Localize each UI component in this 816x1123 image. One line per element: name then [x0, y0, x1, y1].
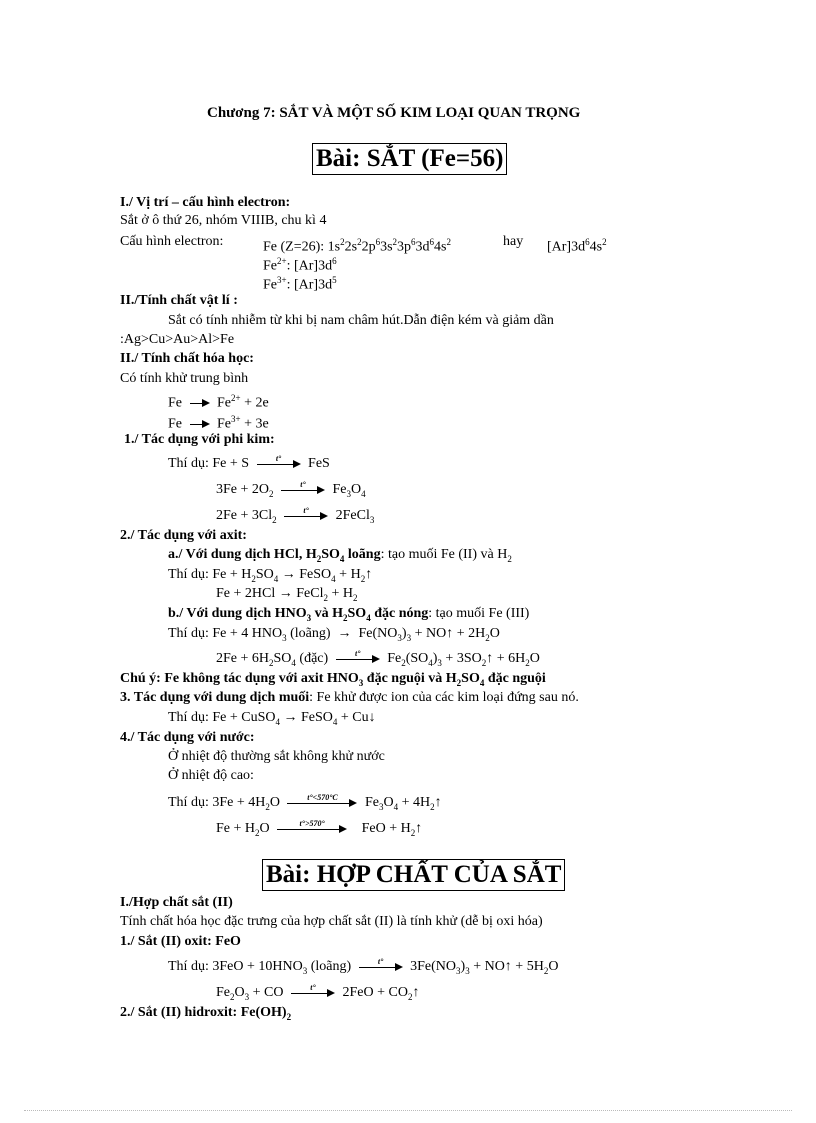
- arrow-icon: [190, 419, 210, 429]
- fe2-text: Tính chất hóa học đặc trưng của hợp chất sắt (II) là tính khử (dễ bị oxi hóa): [120, 914, 543, 929]
- eq-fe-s: Thí dụ: Fe + S t° FeS: [168, 453, 330, 471]
- acid-note: Chú ý: Fe không tác dụng với axit $HNO_3$ đặc nguội và $H_2SO_4$ đặc nguội: [120, 671, 546, 688]
- eq-fe-h2o-low: Thí dụ: $3Fe + 4H_2O$ t°<570°C $Fe_3O_4$ + $4H_2↑$: [168, 792, 442, 812]
- acid-a: a./ Với dung dịch HCl, $H_2SO_4$ loãng: tạo muối Fe (II) và $H_2$: [168, 547, 512, 564]
- config-hay: hay: [503, 234, 524, 249]
- physical-text-1: Sắt có tính nhiễm từ khi bị nam châm hút.Dẫn điện kém và giảm dần: [168, 313, 554, 328]
- lesson-title-iron: Bài: SẮT (Fe=56): [312, 143, 507, 175]
- acid-b: b./ Với dung dịch $HNO_3$ và $H_2SO_4$ đặc nóng: tạo muối Fe (III): [168, 606, 530, 623]
- eq-fe-o2: $3Fe + 2O_2$ t° $Fe_3O_4$: [216, 479, 366, 499]
- eq-feo-hno3: Thí dụ: $3FeO + 10HNO_3$ (loãng) t° $3Fe(NO_3)_3$ + NO↑ + $5H_2O$: [168, 956, 559, 976]
- arrow-icon: [190, 398, 210, 408]
- eq-fe-fe2: Fe $Fe^{2+} + 2e$: [168, 393, 269, 411]
- water-text-1: Ở nhiệt độ thường sắt không khử nước: [168, 749, 385, 764]
- eq-fe-cuso4: Thí dụ: Fe + CuSO$_4$ → FeSO$_4$ + Cu↓: [168, 710, 376, 727]
- eq-fe-hcl: Fe + 2HCl → FeCl$_2$ + $H_2$: [216, 586, 358, 603]
- subheading-nonmetal: 1./ Tác dụng với phi kim:: [124, 432, 275, 447]
- section-heading-physical: II./Tính chất vật lí :: [120, 293, 238, 308]
- page-bottom-rule: [24, 1110, 792, 1111]
- subheading-feo: 1./ Sắt (II) oxit: FeO: [120, 934, 241, 949]
- chemical-intro: Có tính khử trung bình: [120, 371, 249, 386]
- position-text: Sắt ở ô thứ 26, nhóm VIIIB, chu kì 4: [120, 213, 327, 228]
- subheading-water: 4./ Tác dụng với nước:: [120, 730, 255, 745]
- section-heading-chemical: II./ Tính chất hóa học:: [120, 351, 254, 366]
- water-text-2: Ở nhiệt độ cao:: [168, 768, 254, 783]
- eq-fe2o3-co: $Fe_2O_3$ + CO t° $2FeO + CO_2↑$: [216, 982, 420, 1002]
- arrow-icon: t°: [281, 485, 325, 495]
- arrow-icon: t°: [336, 654, 380, 664]
- arrow-icon: t°>570°: [277, 824, 347, 834]
- subheading-acid: 2./ Tác dụng với axit:: [120, 528, 247, 543]
- eq-fe-h2so4: Thí dụ: $Fe + H_2SO_4$ → FeSO$_4$ + $H_2↑$: [168, 567, 373, 584]
- eq-fe-cl2: $2Fe + 3Cl_2$ t° 2FeCl$_3$: [216, 505, 375, 525]
- section-heading-position: I./ Vị trí – cấu hình electron:: [120, 195, 291, 210]
- lesson-title-compounds: Bài: HỢP CHẤT CỦA SẮT: [262, 859, 565, 891]
- arrow-icon: t°: [257, 459, 301, 469]
- arrow-icon: t°<570°C: [287, 798, 357, 808]
- arrow-icon: t°: [284, 511, 328, 521]
- subheading-feoh2: 2./ Sắt (II) hidroxit: $Fe(OH)_2$: [120, 1005, 292, 1022]
- arrow-icon: t°: [291, 988, 335, 998]
- chapter-title: Chương 7: SẮT VÀ MỘT SỐ KIM LOẠI QUAN TRỌNG: [207, 105, 581, 121]
- eq-fe-fe3: Fe $Fe^{3+} + 3e$: [168, 414, 269, 432]
- config-short: $[Ar]3d^64s^2$: [547, 237, 607, 255]
- config-fe: Fe (Z=26): $1s^22s^22p^63s^23p^63d^64s^2$: [263, 237, 451, 255]
- config-label: Cấu hình electron:: [120, 234, 224, 249]
- eq-fe-h2o-high: $Fe + H_2O$ t°>570° FeO + $H_2↑$: [216, 818, 423, 838]
- config-fe2: $Fe^{2+}$: $[Ar]3d^6$: [263, 256, 337, 274]
- physical-text-2: :Ag>Cu>Au>Al>Fe: [120, 332, 235, 347]
- arrow-icon: t°: [359, 962, 403, 972]
- subheading-salt: 3. Tác dụng với dung dịch muối: Fe khử được ion của các kim loại đứng sau nó.: [120, 690, 579, 705]
- eq-fe-h2so4-conc: $2Fe + 6H_2SO_4$ (đặc) t° $Fe_2(SO_4)_3$ + $3SO_2↑ + 6H_2O$: [216, 648, 540, 668]
- config-fe3: $Fe^{3+}$: $[Ar]3d^5$: [263, 275, 337, 293]
- eq-fe-hno3: Thí dụ: Fe + 4 $HNO_3$ (loãng) → $Fe(NO_3)_3$ + NO↑ + $2H_2O$: [168, 626, 500, 643]
- section-heading-fe2: I./Hợp chất sắt (II): [120, 895, 233, 910]
